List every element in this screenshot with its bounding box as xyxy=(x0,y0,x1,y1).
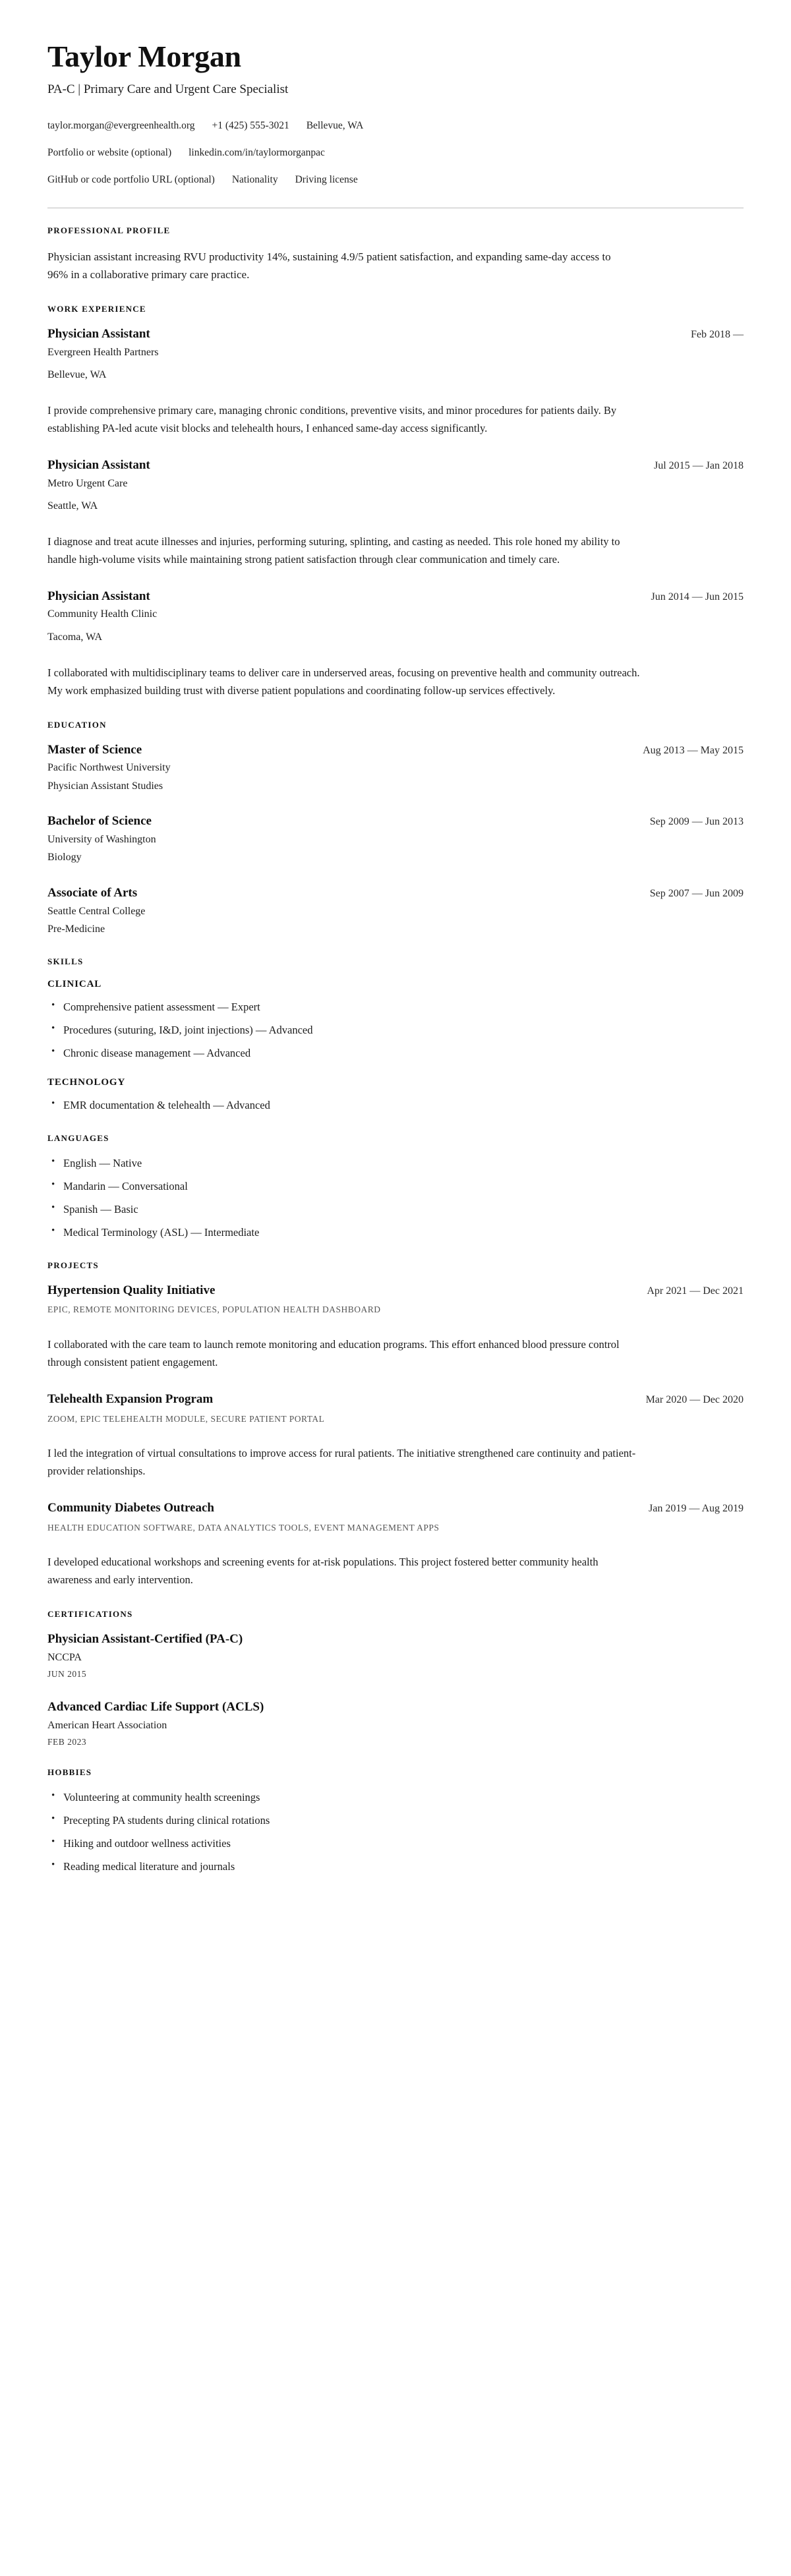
project-entry xyxy=(47,1283,744,1372)
project-tech-stack: EPIC, REMOTE MONITORING DEVICES, POPULATION HEALTH DASHBOARD xyxy=(47,1304,381,1315)
project-title: Hypertension Quality Initiative xyxy=(47,1283,216,1297)
certification-entry xyxy=(47,1631,744,1680)
projects-list xyxy=(47,1283,744,1589)
work-entry-description: I diagnose and treat acute illnesses and injuries, performing suturing, splinting, and casting as needed. This role honed my ability to handle high-volume visits while maintaining strong patient satisfaction through clear communication and timely care. xyxy=(47,535,620,566)
contact-block xyxy=(47,118,744,188)
education-dates: Sep 2007 — Jun 2009 xyxy=(649,887,744,899)
hobbies-list xyxy=(47,1790,744,1875)
section-title-certifications: CERTIFICATIONS xyxy=(47,1608,133,1619)
work-entry-dates: Feb 2018 — xyxy=(691,328,744,340)
education-field: Physician Assistant Studies xyxy=(47,780,163,792)
project-tech-stack: ZOOM, EPIC TELEHEALTH MODULE, SECURE PATIENT PORTAL xyxy=(47,1413,325,1424)
project-title: Community Diabetes Outreach xyxy=(47,1500,214,1515)
work-entry-title: Physician Assistant xyxy=(47,457,150,472)
work-experience-list xyxy=(47,326,744,700)
work-entry-head xyxy=(47,457,744,473)
education-field: Pre-Medicine xyxy=(47,923,105,935)
project-description: I led the integration of virtual consultations to improve access for rural patients. The initiative strengthened care continuity and patient-provider relationships. xyxy=(47,1447,636,1478)
education-entry-head xyxy=(47,885,744,901)
project-entry xyxy=(47,1500,744,1589)
candidate-name: Taylor Morgan xyxy=(47,40,241,73)
section-languages xyxy=(47,1133,744,1241)
skills-groups xyxy=(47,979,744,1113)
education-degree: Associate of Arts xyxy=(47,885,138,900)
certification-entry xyxy=(47,1699,744,1747)
contact-item: Driving license xyxy=(295,174,358,186)
language-item: • Medical Terminology (ASL) — Intermediate xyxy=(47,1225,744,1241)
education-entry xyxy=(47,885,744,937)
section-title-skills: SKILLS xyxy=(47,956,84,967)
work-entry-organization: Community Health Clinic xyxy=(47,608,158,620)
certification-title: Physician Assistant-Certified (PA-C) xyxy=(47,1631,243,1646)
education-field: Biology xyxy=(47,852,82,864)
project-tech-stack: HEALTH EDUCATION SOFTWARE, DATA ANALYTICS TOOLS, EVENT MANAGEMENT APPS xyxy=(47,1522,440,1533)
project-entry-head xyxy=(47,1391,744,1407)
education-entry xyxy=(47,813,744,865)
skill-item-list xyxy=(47,1098,744,1113)
certification-date: JUN 2015 xyxy=(47,1669,87,1680)
language-item: • Spanish — Basic xyxy=(47,1202,744,1217)
work-entry-dates: Jul 2015 — Jan 2018 xyxy=(654,459,744,471)
education-school: Pacific Northwest University xyxy=(47,762,171,774)
section-education xyxy=(47,720,744,937)
languages-list xyxy=(47,1156,744,1241)
contact-item: Portfolio or website (optional) xyxy=(47,147,172,159)
skill-item: • Comprehensive patient assessment — Expert xyxy=(47,999,744,1015)
skill-item: • Chronic disease management — Advanced xyxy=(47,1045,744,1061)
section-title-languages: LANGUAGES xyxy=(47,1132,109,1143)
contact-item: GitHub or code portfolio URL (optional) xyxy=(47,174,215,186)
hobby-item: • Hiking and outdoor wellness activities xyxy=(47,1836,744,1852)
profile-summary-text: Physician assistant increasing RVU productivity 14%, sustaining 4.9/5 patient satisfaction, and expanding same-day access to 96% in a collaborative primary care practice. xyxy=(47,250,611,281)
skill-group-title: CLINICAL xyxy=(47,979,102,990)
work-entry xyxy=(47,326,744,438)
section-hobbies xyxy=(47,1767,744,1875)
project-dates: Mar 2020 — Dec 2020 xyxy=(645,1393,744,1405)
contact-row xyxy=(47,118,744,133)
work-entry-description: I collaborated with multidisciplinary teams to deliver care in underserved areas, focusing on preventive health and community outreach. My work emphasized building trust with diverse patient populations and coordinating follow-up services effectively. xyxy=(47,666,640,697)
work-entry-title: Physician Assistant xyxy=(47,326,150,341)
education-degree: Master of Science xyxy=(47,742,142,757)
project-description: I developed educational workshops and screening events for at-risk populations. This project fostered better community health awareness and early intervention. xyxy=(47,1556,599,1587)
project-dates: Jan 2019 — Aug 2019 xyxy=(649,1502,744,1514)
contact-row xyxy=(47,172,744,187)
section-projects xyxy=(47,1260,744,1589)
section-title-projects: PROJECTS xyxy=(47,1260,99,1270)
section-certifications xyxy=(47,1609,744,1747)
education-dates: Aug 2013 — May 2015 xyxy=(643,744,744,756)
language-item: • English — Native xyxy=(47,1156,744,1171)
work-entry-head xyxy=(47,589,744,604)
section-work-experience xyxy=(47,304,744,700)
education-entry-head xyxy=(47,813,744,829)
education-list xyxy=(47,742,744,937)
section-title-profile: PROFESSIONAL PROFILE xyxy=(47,225,171,235)
project-title: Telehealth Expansion Program xyxy=(47,1391,214,1406)
hobby-item: • Volunteering at community health screenings xyxy=(47,1790,744,1805)
contact-item: Bellevue, WA xyxy=(306,119,364,131)
work-entry-location: Tacoma, WA xyxy=(47,631,102,643)
work-entry-organization: Metro Urgent Care xyxy=(47,477,128,489)
contact-item: +1 (425) 555-3021 xyxy=(212,119,289,131)
skill-group-title: TECHNOLOGY xyxy=(47,1077,126,1088)
education-entry-head xyxy=(47,742,744,758)
resume-header xyxy=(47,41,744,188)
work-entry-organization: Evergreen Health Partners xyxy=(47,346,159,358)
work-entry-title: Physician Assistant xyxy=(47,589,150,603)
candidate-headline: PA-C | Primary Care and Urgent Care Specialist xyxy=(47,82,289,97)
section-title-work-experience: WORK EXPERIENCE xyxy=(47,303,146,314)
work-entry-head xyxy=(47,326,744,342)
section-title-education: EDUCATION xyxy=(47,719,107,730)
contact-item: taylor.morgan@evergreenhealth.org xyxy=(47,119,195,131)
skill-item: • Procedures (suturing, I&D, joint injections) — Advanced xyxy=(47,1022,744,1038)
work-entry-location: Bellevue, WA xyxy=(47,368,107,380)
education-degree: Bachelor of Science xyxy=(47,814,152,829)
section-professional-profile xyxy=(47,225,744,284)
contact-item: linkedin.com/in/taylormorganpac xyxy=(189,147,325,159)
education-school: Seattle Central College xyxy=(47,905,146,917)
skill-group xyxy=(47,1077,744,1113)
project-entry-head xyxy=(47,1283,744,1299)
contact-item: Nationality xyxy=(231,174,278,186)
project-entry xyxy=(47,1391,744,1480)
project-dates: Apr 2021 — Dec 2021 xyxy=(647,1285,744,1297)
skill-item: • EMR documentation & telehealth — Advanced xyxy=(47,1098,744,1113)
work-entry-dates: Jun 2014 — Jun 2015 xyxy=(651,591,744,602)
skill-group xyxy=(47,979,744,1061)
section-skills xyxy=(47,956,744,1113)
work-entry-description: I provide comprehensive primary care, managing chronic conditions, preventive visits, and minor procedures for patients daily. By establishing PA-led acute visit blocks and telehealth hours, I enhanced same-day access significantly. xyxy=(47,404,617,435)
hobby-item: • Precepting PA students during clinical rotations xyxy=(47,1813,744,1829)
certification-issuer: American Heart Association xyxy=(47,1719,167,1731)
certification-issuer: NCCPA xyxy=(47,1651,82,1663)
hobby-item: • Reading medical literature and journals xyxy=(47,1859,744,1875)
education-entry xyxy=(47,742,744,794)
project-entry-head xyxy=(47,1500,744,1516)
education-school: University of Washington xyxy=(47,833,156,845)
project-description: I collaborated with the care team to launch remote monitoring and education programs. This effort enhanced blood pressure control through consistent patient engagement. xyxy=(47,1338,620,1369)
work-entry xyxy=(47,589,744,700)
work-entry xyxy=(47,457,744,569)
certifications-list xyxy=(47,1631,744,1747)
language-item: • Mandarin — Conversational xyxy=(47,1179,744,1194)
certification-date: FEB 2023 xyxy=(47,1737,87,1747)
contact-row xyxy=(47,145,744,160)
certification-title: Advanced Cardiac Life Support (ACLS) xyxy=(47,1700,264,1714)
education-dates: Sep 2009 — Jun 2013 xyxy=(649,816,744,828)
work-entry-location: Seattle, WA xyxy=(47,500,98,512)
section-title-hobbies: HOBBIES xyxy=(47,1767,92,1778)
skill-item-list xyxy=(47,999,744,1061)
